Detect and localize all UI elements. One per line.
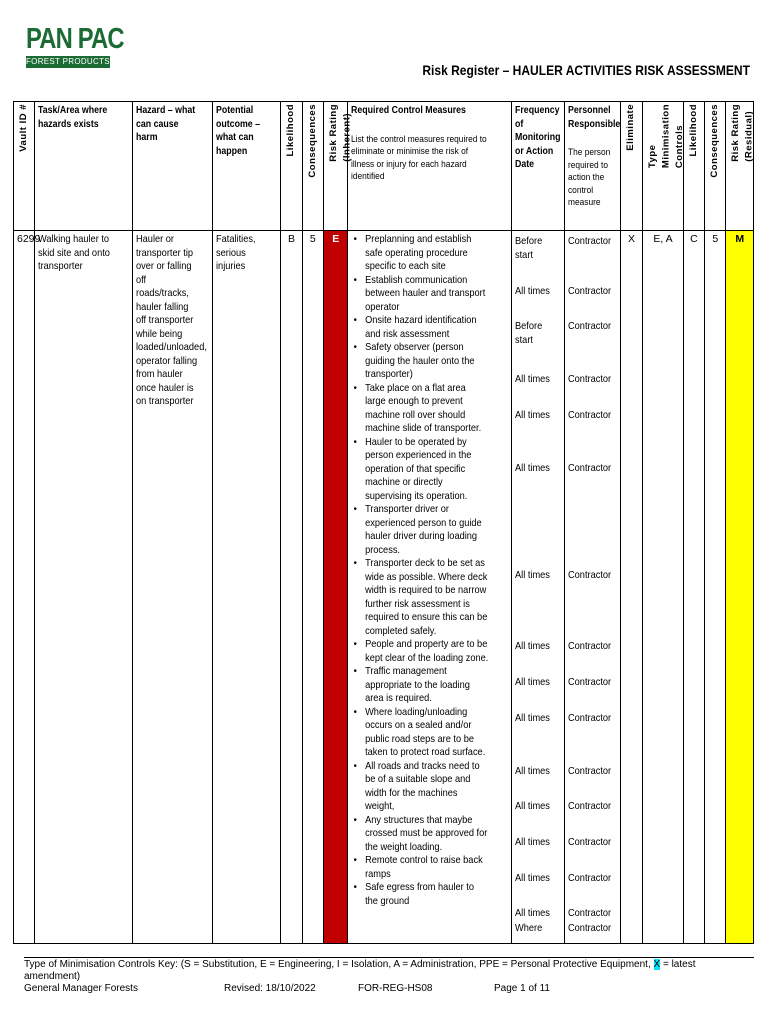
- header-outcome: Potential outcome – what can happen: [213, 102, 281, 231]
- control-measure-item: • Safe egress from hauler to the ground: [365, 881, 489, 908]
- page-footer: [24, 957, 754, 997]
- header-risk-inherent: Risk Rating (Inherent): [324, 102, 348, 231]
- header-vault-id: Vault ID #: [14, 102, 35, 231]
- control-measure-item: • Preplanning and establish safe operating procedure specific to each site: [365, 233, 489, 274]
- cell-hazard: Hauler or transporter tip over or falling off roads/tracks, hauler falling off transporter while being loaded/unloaded, operator falling from hauler once hauler is on transporter: [132, 231, 212, 944]
- personnel-item: Contractor: [567, 872, 612, 884]
- cell-vault-id: 6299: [14, 231, 35, 944]
- personnel-item: Contractor: [567, 235, 612, 247]
- frequency-item: Where: [515, 922, 543, 934]
- cell-outcome: Fatalities, serious injuries: [213, 231, 281, 944]
- control-measure-item: • Onsite hazard identification and risk assessment: [365, 314, 489, 341]
- cell-risk-residual: M: [726, 231, 754, 944]
- risk-register-table: [13, 101, 754, 944]
- pan-pac-logo: [26, 23, 128, 68]
- header-task: Task/Area where hazards exists: [35, 102, 133, 231]
- minimisation-key: Type of Minimisation Controls Key: (S = Substitution, E = Engineering, I = Isolation, A = Administration, PPE = Personal Protective Equipment, X = latest amendment): [24, 959, 696, 982]
- personnel-item: Contractor: [567, 907, 612, 919]
- header-row: [14, 102, 754, 231]
- header-risk-residual: Risk Rating (Residual): [726, 102, 754, 231]
- header-control-measures: Required Control Measures List the control measures required to eliminate or minimise the risk of illness or injury for each hazard identified: [348, 102, 512, 231]
- frequency-item: All times: [515, 836, 550, 848]
- personnel-item: Contractor: [567, 462, 612, 474]
- header-personnel: Personnel Responsible The person required to action the control measure: [564, 102, 620, 231]
- frequency-item: All times: [515, 676, 550, 688]
- frequency-item: All times: [515, 640, 550, 652]
- table-row: [14, 231, 754, 944]
- frequency-item: All times: [515, 765, 550, 777]
- control-measure-item: • Transporter driver or experienced person to guide hauler driver during loading process.: [365, 503, 489, 557]
- frequency-item: All times: [515, 409, 550, 421]
- cell-consequences-residual: 5: [705, 231, 726, 944]
- control-measure-item: • Where loading/unloading occurs on a sealed and/or public road steps are to be taken to protect road surface.: [365, 706, 489, 760]
- cell-risk-inherent: E: [324, 231, 348, 944]
- header-likelihood: Likelihood: [281, 102, 302, 231]
- header-frequency: Frequency of Monitoring or Action Date: [512, 102, 565, 231]
- header-eliminate: Eliminate: [620, 102, 642, 231]
- personnel-item: Contractor: [567, 320, 612, 332]
- cell-task: Walking hauler to skid site and onto transporter: [35, 231, 133, 944]
- personnel-item: Contractor: [567, 373, 612, 385]
- footer-revised: Revised: 18/10/2022: [224, 983, 316, 994]
- control-measure-item: • Hauler to be operated by person experienced in the operation of that specific machine or directly supervising its operation.: [365, 436, 489, 504]
- logo-name: PAN PAC: [26, 23, 124, 55]
- header-likelihood-residual: Likelihood: [683, 102, 704, 231]
- document-title: Risk Register – HAULER ACTIVITIES RISK ASSESSMENT: [422, 62, 750, 78]
- personnel-item: Contractor: [567, 765, 612, 777]
- frequency-item: All times: [515, 800, 550, 812]
- header-consequences-residual: Consequences: [705, 102, 726, 231]
- personnel-item: Contractor: [567, 922, 612, 934]
- frequency-item: All times: [515, 872, 550, 884]
- personnel-item: Contractor: [567, 640, 612, 652]
- cell-control-measures: [348, 231, 512, 944]
- cell-consequences: 5: [302, 231, 323, 944]
- frequency-item: Before start: [515, 235, 543, 261]
- header-consequences: Consequences: [302, 102, 323, 231]
- cell-personnel: [564, 231, 620, 944]
- control-measure-item: • Traffic management appropriate to the loading area is required.: [365, 665, 489, 706]
- control-measure-item: • Take place on a flat area large enough to prevent machine roll over should machine slide of transporter.: [365, 382, 489, 436]
- frequency-item: All times: [515, 462, 550, 474]
- header-control-measures-desc: List the control measures required to eliminate or minimise the risk of illness or injury for each hazard identified: [351, 133, 488, 182]
- personnel-item: Contractor: [567, 712, 612, 724]
- cell-frequency: [512, 231, 565, 944]
- control-measure-item: • All roads and tracks need to be of a suitable slope and width for the machines weight,: [365, 760, 489, 814]
- cell-eliminate: X: [620, 231, 642, 944]
- control-measure-item: • Establish communication between hauler and transport operator: [365, 274, 489, 315]
- control-measure-item: • Safety observer (person guiding the hauler onto the transporter): [365, 341, 489, 382]
- footer-doc-id: FOR-REG-HS08: [358, 983, 433, 994]
- control-measure-item: • Any structures that maybe crossed must be approved for the weight loading.: [365, 814, 489, 855]
- cell-likelihood: B: [281, 231, 302, 944]
- cell-type-minimisation: E, A: [643, 231, 684, 944]
- header-personnel-desc: The person required to action the control measure: [567, 147, 611, 208]
- frequency-item: All times: [515, 712, 550, 724]
- personnel-item: Contractor: [567, 569, 612, 581]
- header-hazard: Hazard – what can cause harm: [132, 102, 212, 231]
- personnel-item: Contractor: [567, 285, 612, 297]
- header-type-minimisation: Type Minimisation Controls: [643, 102, 684, 231]
- control-measure-item: • Remote control to raise back ramps: [365, 854, 489, 881]
- control-measures-list: [351, 233, 489, 908]
- personnel-item: Contractor: [567, 676, 612, 688]
- personnel-item: Contractor: [567, 800, 612, 812]
- frequency-item: All times: [515, 373, 550, 385]
- frequency-item: Before start: [515, 320, 543, 346]
- footer-owner: General Manager Forests: [24, 983, 138, 994]
- logo-subtitle: FOREST PRODUCTS LTD: [26, 57, 128, 66]
- control-measure-item: • Transporter deck to be set as wide as possible. Where deck width is required to be narrow further risk assessment is required to ensure this can be completed safely.: [365, 557, 489, 638]
- frequency-item: All times: [515, 285, 550, 297]
- amendment-marker: X: [653, 959, 661, 970]
- cell-likelihood-residual: C: [683, 231, 704, 944]
- frequency-item: All times: [515, 907, 550, 919]
- personnel-item: Contractor: [567, 836, 612, 848]
- frequency-item: All times: [515, 569, 550, 581]
- footer-page-number: Page 1 of 11: [494, 983, 550, 994]
- personnel-item: Contractor: [567, 409, 612, 421]
- control-measure-item: • People and property are to be kept clear of the loading zone.: [365, 638, 489, 665]
